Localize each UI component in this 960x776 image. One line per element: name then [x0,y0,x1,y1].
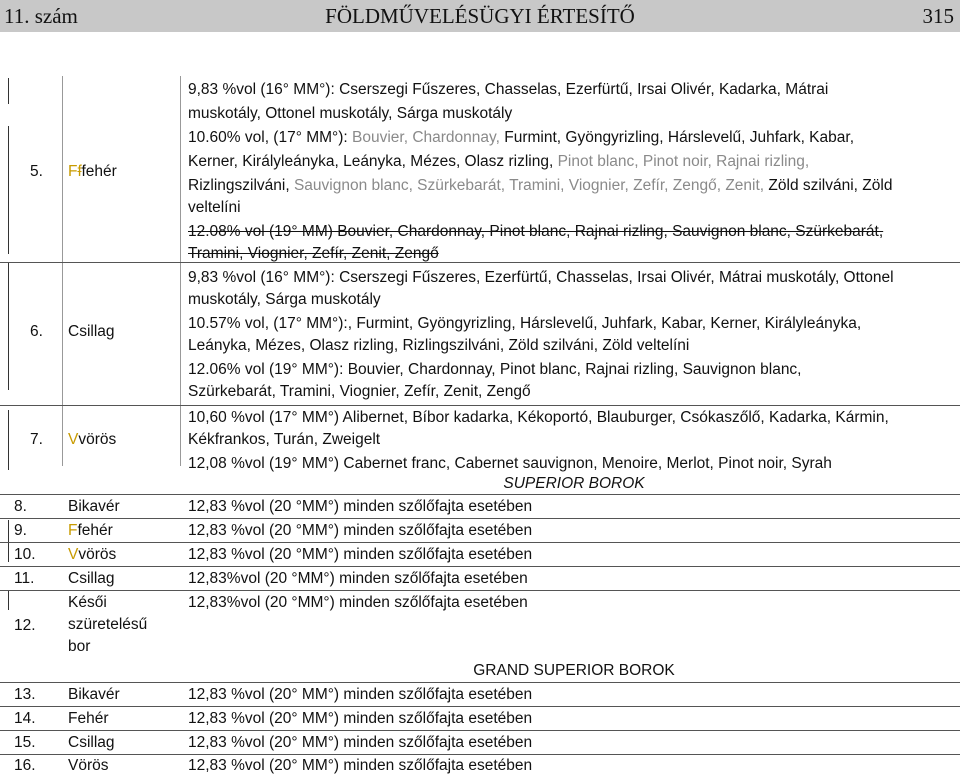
category-initial: F [68,163,78,180]
page-number: 315 [922,4,954,28]
change-bar [8,410,9,470]
row-divider [0,754,960,755]
row-divider [0,518,960,519]
row-text: 12,83%vol (20 °MM°) minden szőlőfajta esetében [188,570,528,587]
text-segment-gray: Bouvier, Chardonnay, [352,129,505,146]
row-number: 16. [14,757,36,774]
struck-line: 12.08% vol (19° MM) Bouvier, Chardonnay, Pinot blanc, Rajnai rizling, Sauvignon blanc, Szürkebarát, [188,223,884,240]
row-divider [0,542,960,543]
text-line: 10,60 %vol (17° MM°) Alibernet, Bíbor kadarka, Kékoportó, Blauburger, Csókaszőlő, Kadarka, Kármin, [188,409,889,426]
text-line [188,176,892,196]
struck-line: Tramini, Viognier, Zefír, Zenit, Zengő [188,245,439,262]
text-line [188,128,854,148]
row-number: 15. [14,734,36,751]
row-number: 8. [14,498,27,515]
category-rest: fehér [81,163,117,180]
row-text: 12,83 %vol (20 °MM°) minden szőlőfajta esetében [188,546,533,563]
row-number: 9. [14,522,27,539]
text-line: muskotály, Ottonel muskotály, Sárga muskotály [188,105,513,122]
change-bar [8,590,9,610]
category-label: Késői [68,594,107,611]
row-number: 13. [14,686,36,703]
category-label [68,521,113,541]
text-line [188,152,809,172]
text-line: 9,83 %vol (16° MM°): Cserszegi Fűszeres, Chasselas, Ezerfürtű, Irsai Olivér, Kadarka, Mátrai [188,81,829,98]
section-heading: GRAND SUPERIOR BOROK [473,662,675,679]
row-number: 6. [30,323,43,340]
row-divider [0,590,960,591]
text-segment: Rizlingszilváni, [188,177,294,194]
category-label [68,545,116,565]
row-divider [0,706,960,707]
row-number: 14. [14,710,36,727]
row-text: 12,83 %vol (20° MM°) minden szőlőfajta esetében [188,686,533,703]
row-divider [0,262,960,263]
category-rest: vörös [78,431,117,448]
row-text: 12,83 %vol (20 °MM°) minden szőlőfajta esetében [188,498,533,515]
row-text: 12,83 %vol (20 °MM°) minden szőlőfajta esetében [188,522,533,539]
column-line [180,76,181,466]
row-divider [0,566,960,567]
page-header [0,0,960,32]
column-line [62,76,63,466]
text-line: Kékfrankos, Turán, Zweigelt [188,431,381,448]
row-text: 12,83%vol (20 °MM°) minden szőlőfajta esetében [188,594,528,611]
row-number: 10. [14,546,36,563]
row-number: 12. [14,617,36,634]
row-divider [0,494,960,495]
category-label: Csillag [68,734,115,751]
text-line: 12.06% vol (19° MM°): Bouvier, Chardonnay, Pinot blanc, Rajnai rizling, Sauvignon blanc, [188,361,802,378]
text-line: 10.57% vol, (17° MM°):, Furmint, Gyöngyrizling, Hárslevelű, Juhfark, Kabar, Kerner, Királyleányka, [188,315,862,332]
text-segment: 10.60% vol, (17° MM°): [188,129,353,146]
category-label [68,162,117,182]
text-segment: Zöld szilváni, Zöld [768,177,893,194]
category-label [68,430,116,450]
row-text: 12,83 %vol (20° MM°) minden szőlőfajta esetében [188,734,533,751]
row-number: 7. [30,431,43,448]
category-label: szüretelésű [68,616,148,633]
category-initial: F [68,522,78,539]
change-bar [8,126,9,254]
category-label: Vörös [68,757,109,774]
category-label: Csillag [68,323,115,340]
text-segment-gray: Sauvignon blanc, Szürkebarát, Tramini, Viognier, Zefír, Zengő, Zenit, [293,177,769,194]
category-rest: fehér [77,522,113,539]
text-line: Szürkebarát, Tramini, Viognier, Zefír, Zenit, Zengő [188,383,531,400]
row-divider [0,405,960,406]
section-heading: SUPERIOR BOROK [503,475,645,492]
row-divider [0,730,960,731]
category-label: Csillag [68,570,115,587]
row-text: 12,83 %vol (20° MM°) minden szőlőfajta esetében [188,757,533,774]
text-line: 12,08 %vol (19° MM°) Cabernet franc, Cabernet sauvignon, Menoire, Merlot, Pinot noir, Syrah [188,455,832,472]
category-initial: V [68,431,79,448]
text-line: Leányka, Mézes, Olasz rizling, Rizlingszilváni, Zöld szilváni, Zöld veltelíni [188,337,690,354]
row-number: 11. [14,570,35,587]
change-bar [8,262,9,390]
issue-number: 11. szám [4,4,78,28]
text-segment: Furmint, Gyöngyrizling, Hárslevelű, Juhfark, Kabar, [504,129,854,146]
category-label: Bikavér [68,498,120,515]
category-initial: V [68,546,79,563]
category-label: Fehér [68,710,109,727]
text-line: muskotály, Sárga muskotály [188,291,381,308]
row-divider [0,682,960,683]
row-number: 5. [30,163,43,180]
text-segment: Kerner, Királyleányka, Leányka, Mézes, Olasz rizling, [188,153,558,170]
publication-title: FÖLDMŰVELÉSÜGYI ÉRTESÍTŐ [325,4,635,28]
change-bar [8,78,9,104]
category-rest: vörös [78,546,117,563]
category-label: Bikavér [68,686,120,703]
text-line: veltelíni [188,199,241,216]
category-strike: f [77,163,82,180]
text-segment-gray: Pinot blanc, Pinot noir, Rajnai rizling, [557,153,810,170]
text-line: 9,83 %vol (16° MM°): Cserszegi Fűszeres, Ezerfürtű, Chasselas, Irsai Olivér, Mátrai muskotály, Ottonel [188,269,894,286]
change-bar [8,520,9,562]
category-label: bor [68,638,91,655]
row-text: 12,83 %vol (20° MM°) minden szőlőfajta esetében [188,710,533,727]
